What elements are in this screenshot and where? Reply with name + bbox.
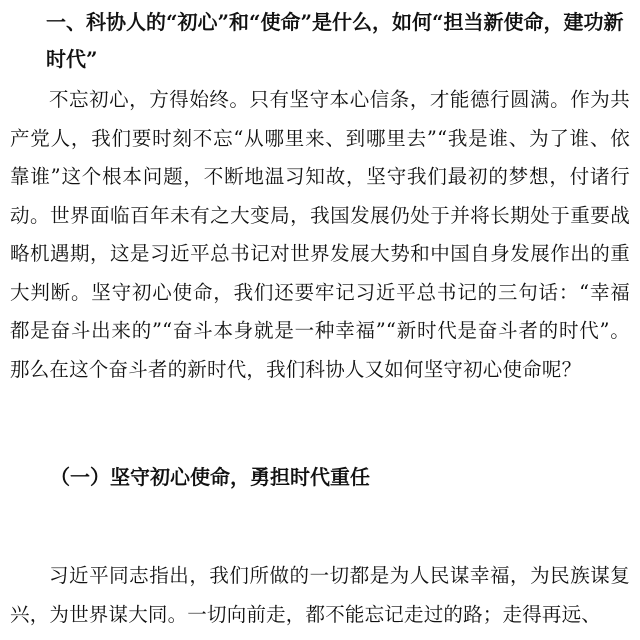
section-heading: 一、科协人的“初心”和“使命”是什么，如何“担当新使命，建功新时代”: [46, 10, 624, 71]
body-paragraph-1: 不忘初心，方得始终。只有坚守本心信条，才能德行圆满。作为共产党人，我们要时刻不忘“从哪里来、到哪里去”“我是谁、为了谁、依靠谁”这个根本问题，不断地温习知故，坚守我们最初的梦想，付诸行动。世界面临百年未有之大变局，我国发展仍处于并将长期处于重要战略机遇期，这是习近平总书记对世界发展大势和中国自身发展作出的重大判断。坚守初心使命，我们还要牢记习近平总书记的三句话：“幸福都是奋斗出来的”“奋斗本身就是一种幸福”“新时代是奋斗者的时代”。那么在这个奋斗者的新时代，我们科协人又如何坚守初心使命呢？: [10, 88, 630, 381]
subsection-heading: （一）坚守初心使命，勇担时代重任: [50, 465, 370, 489]
body-paragraph-2: 习近平同志指出，我们所做的一切都是为人民谋幸福，为民族谋复兴，为世界谋大同。一切向前走，都不能忘记走过的路；走得再远、: [10, 564, 630, 626]
